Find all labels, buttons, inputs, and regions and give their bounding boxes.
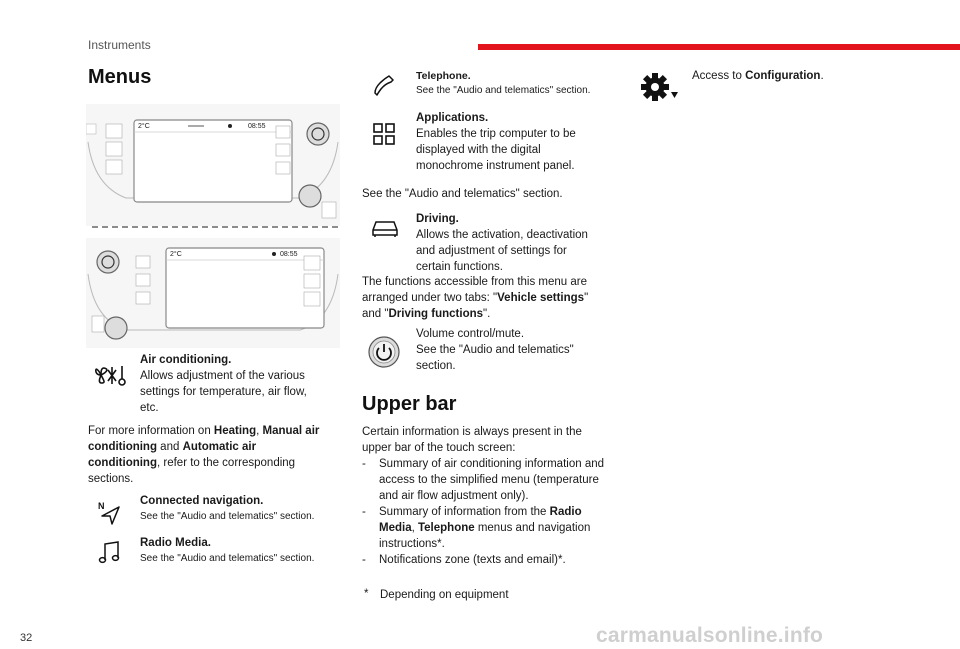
aircon-title: Air conditioning. (140, 354, 232, 366)
footnote-text: Depending on equipment (380, 589, 509, 601)
driving-title: Driving. (416, 213, 459, 225)
upper-bar-intro: Certain information is always present in the upper bar of the touch screen: (362, 426, 582, 454)
screen-temperature: 2°C (138, 123, 150, 130)
footnote-mark: * (364, 588, 369, 600)
car-driving-icon (370, 218, 400, 238)
divider-dashed (92, 226, 338, 228)
volume-line-1: Volume control/mute. (416, 328, 525, 340)
air-conditioning-icon (92, 362, 128, 388)
touchscreen-illustration-top (86, 104, 340, 226)
radio-title: Radio Media. (140, 537, 211, 549)
music-note-icon (98, 540, 122, 566)
section-label: Instruments (88, 38, 151, 52)
driving-description: Allows the activation, deactivation and adjustment of settings for certain functions. (416, 229, 588, 273)
watermark: carmanualsonline.info (596, 624, 824, 647)
upper-bar-title: Upper bar (362, 393, 457, 415)
telephone-icon (372, 74, 396, 98)
page-number: 32 (20, 632, 33, 644)
aircon-description: Allows adjustment of the various settings for temperature, air flow, etc. (140, 370, 307, 414)
applications-description: Enables the trip computer to be displayed with the digital monochrome instrument panel. (416, 128, 576, 172)
svg-text:N: N (98, 501, 105, 511)
screen-time: 08:55 (248, 123, 266, 130)
configuration-text: Access to Configuration. (692, 70, 824, 82)
applications-title: Applications. (416, 112, 489, 124)
functions-paragraph: The functions accessible from this menu are arranged under two tabs: "Vehicle settings" and "Driving functions". (362, 276, 589, 320)
telephone-title: Telephone. (416, 70, 471, 82)
list-item: - Notifications zone (texts and email)*. (362, 552, 620, 568)
volume-line-2: See the "Audio and telematics" section. (416, 344, 574, 372)
touchscreen-illustration-bottom (86, 238, 340, 348)
section-accent-bar (478, 44, 960, 50)
gear-settings-icon (640, 72, 680, 104)
screen-temperature: 2°C (170, 251, 182, 258)
more-info-paragraph: For more information on Heating, Manual air conditioning and Automatic air conditioning, refer to the corresponding sections. (88, 425, 320, 485)
navigation-icon (98, 500, 122, 526)
list-item: - Summary of air conditioning information and access to the simplified menu (temperature and air flow adjustment only). (362, 456, 620, 504)
screen-time: 08:55 (280, 251, 298, 258)
power-volume-icon (368, 336, 400, 368)
applications-grid-icon (372, 122, 396, 146)
navigation-title: Connected navigation. (140, 495, 264, 507)
telephone-description: See the "Audio and telematics" section. (416, 85, 591, 96)
navigation-description: See the "Audio and telematics" section. (140, 511, 315, 522)
list-item: - Summary of information from the Radio Media, Telephone menus and navigation instructions*. (362, 504, 620, 552)
see-audio-telematics: See the "Audio and telematics" section. (362, 188, 563, 200)
radio-description: See the "Audio and telematics" section. (140, 553, 315, 564)
menus-title: Menus (88, 66, 152, 88)
upper-bar-list (362, 456, 620, 568)
